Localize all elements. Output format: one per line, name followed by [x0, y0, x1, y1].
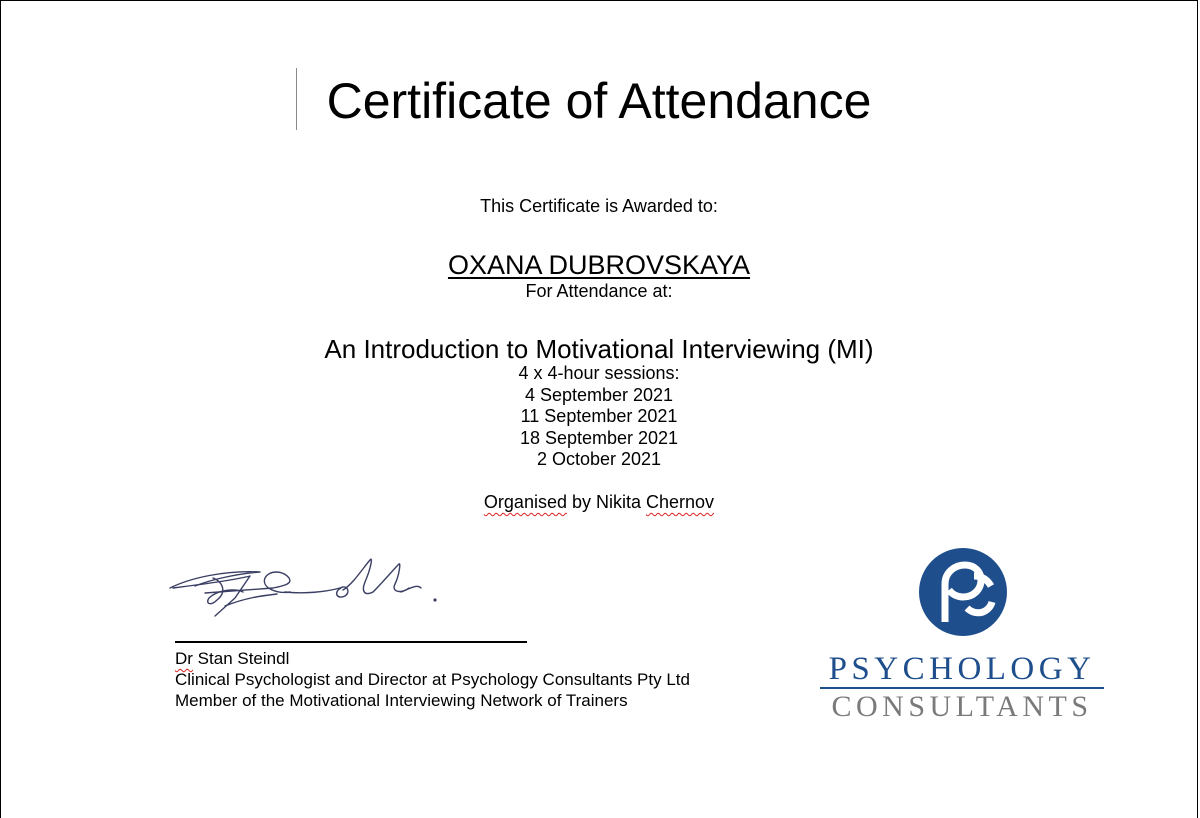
logo-line-psychology: PSYCHOLOGY — [828, 651, 1096, 687]
awarded-label: This Certificate is Awarded to: — [480, 196, 718, 216]
signer-name: Stan Steindl — [192, 649, 290, 668]
attendance-label: For Attendance at: — [525, 281, 673, 301]
signature-line — [175, 641, 527, 643]
signer-name-line — [175, 648, 690, 669]
session-date: 18 September 2021 — [519, 427, 679, 448]
certificate-title: Certificate of Attendance — [326, 73, 872, 129]
handwritten-signature — [165, 548, 455, 626]
organiser-line — [0, 491, 1198, 513]
company-logo-wordmark — [806, 651, 1118, 725]
recipient-name — [0, 250, 1198, 280]
recipient-name-text: OXANA DUBROVSKAYA — [447, 250, 751, 280]
organised-word: Organised — [483, 492, 567, 512]
pc-monogram-icon — [919, 548, 1007, 636]
session-list — [0, 363, 1198, 471]
session-date: 2 October 2021 — [536, 449, 662, 469]
logo-line-consultants: CONSULTANTS — [831, 690, 1093, 723]
signer-role: Clinical Psychologist and Director at Psychology Consultants Pty Ltd — [175, 670, 690, 689]
organiser-surname: Chernov — [646, 492, 715, 512]
signer-block — [175, 648, 690, 711]
organiser-middle: by Nikita — [566, 492, 647, 512]
session-date: 4 September 2021 — [524, 384, 674, 405]
sessions-label: 4 x 4-hour sessions: — [518, 363, 680, 383]
course-title: An Introduction to Motivational Interviewing (MI) — [324, 334, 874, 364]
signer-membership: Member of the Motivational Interviewing Network of Trainers — [175, 691, 628, 710]
signer-title: Dr — [175, 649, 193, 668]
session-date: 11 September 2021 — [520, 406, 678, 426]
